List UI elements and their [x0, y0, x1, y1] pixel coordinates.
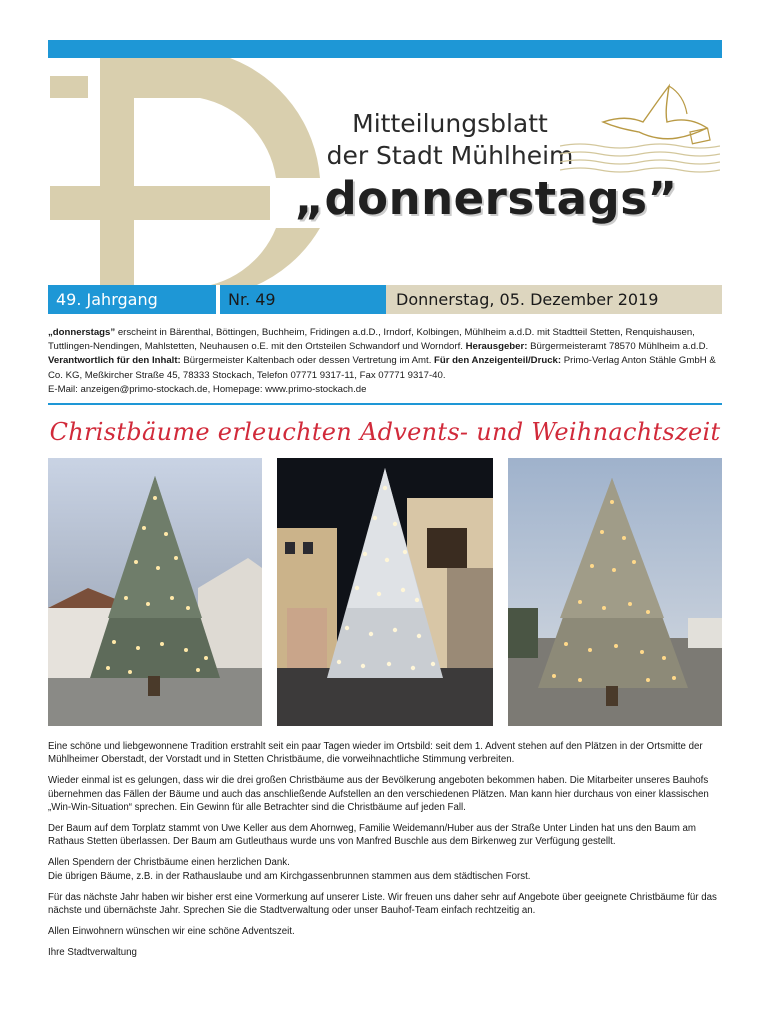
article-paragraph: Wieder einmal ist es gelungen, dass wir die drei großen Christbäume aus der Bevölkerung angeboten bekommen haben. Die Mitarbeiter unseres Bauhofs übernehmen das Fällen der Bäume und auch das anschließende Aufstellen an den verschiedenen Plätzen. Man kann hier durchaus von einer klassischen „Win-Win-Situation“ sprechen. Ein Gewinn für alle Betrachter sind die Christbäume auf jeden Fall. — [48, 775, 709, 813]
separator-rule — [48, 403, 722, 405]
masthead-subtitle-line2: der Stadt Mühlheim — [326, 141, 574, 170]
masthead-subtitle-line1: Mitteilungsblatt — [352, 109, 548, 138]
article-paragraph: Eine schöne und liebgewonnene Tradition erstrahlt seit ein paar Tagen wieder im Ortsbild: seit dem 1. Advent stehen auf den Plätzen in der Ortsmitte der Mühlheimer Oberstadt, der Vorstadt und in Stetten Christbäume, die vorweihnachtliche Stimmung verbreiten. — [48, 741, 703, 766]
imprint-title: „donnerstags” — [48, 327, 116, 338]
imprint-publisher: Bürgermeisteramt 78570 Mühlheim a.d.D. — [527, 341, 709, 353]
article-paragraph: Allen Einwohnern wünschen wir eine schöne Adventszeit. — [48, 926, 295, 938]
imprint-responsible: Bürgermeister Kaltenbach oder dessen Vertretung im Amt. — [180, 355, 435, 367]
imprint-ads: Primo-Verlag Anton Stähle GmbH & Co. KG, Meßkircher Straße 45, 78333 Stockach, Telefon 07771 9317-11, Fax 07771 9317-40. — [48, 355, 716, 381]
article-headline: Christbäume erleuchten Advents- und Weihnachtszeit — [49, 418, 721, 446]
article-paragraph: Für das nächste Jahr haben wir bisher erst eine Vormerkung auf unserer Liste. Wir freuen uns daher sehr auf Angebote über geeignete Christbäume für das nächste und übernächste Jahr. Sprechen Sie die Stadtverwaltung oder unser Bauhof-Team einfach rechtzeitig an. — [48, 891, 717, 917]
imprint-block — [48, 326, 722, 397]
imprint-distribution: erscheint in Bärenthal, Böttingen, Buchheim, Fridingen a.d.D., Irndorf, Kolbingen, Mühlheim a.d.D. mit Stadtteil Stetten, Renquishausen, Tuttlingen-Nendingen, Mahlstetten, Neuhausen o.E. mit den Ortsteilen Schwandorf und Worndorf. — [48, 327, 695, 353]
christmas-tree-photo-3 — [508, 458, 722, 726]
article-body — [48, 740, 724, 968]
imprint-responsible-label: Verantwortlich für den Inhalt: — [48, 355, 181, 367]
christmas-tree-photo-2 — [277, 458, 493, 726]
issue-date: Donnerstag, 05. Dezember 2019 — [386, 285, 722, 314]
masthead-top-bar — [48, 40, 722, 58]
article-signature: Ihre Stadtverwaltung — [48, 947, 137, 959]
issue-info-bar — [48, 285, 722, 314]
issue-number: Nr. 49 — [216, 285, 386, 314]
volume-label: 49. Jahrgang — [48, 285, 216, 314]
christmas-tree-photo-1 — [48, 458, 262, 726]
newspaper-title: „donnerstags” — [294, 172, 678, 225]
imprint-publisher-label: Herausgeber: — [465, 341, 528, 353]
masthead-subtitle — [300, 108, 600, 172]
imprint-contact: E-Mail: anzeigen@primo-stockach.de, Homepage: www.primo-stockach.de — [48, 383, 367, 395]
article-paragraph: Die übrigen Bäume, z.B. in der Rathauslaube und am Kirchgassenbrunnen stammen aus dem städtischen Forst. — [48, 870, 531, 882]
article-paragraph: Der Baum auf dem Torplatz stammt von Uwe Keller aus dem Ahornweg, Familie Weidemann/Huber aus der Straße Unter Linden hat uns den Baum am Rathaus Stetten überlassen. Der Baum am Gutleuthaus wurde uns von Manfred Buschle aus dem Birkenweg zur Verfügung gestellt. — [48, 823, 696, 848]
article-paragraph: Allen Spendern der Christbäume einen herzlichen Dank. — [48, 857, 290, 869]
imprint-ads-label: Für den Anzeigenteil/Druck: — [434, 355, 562, 367]
